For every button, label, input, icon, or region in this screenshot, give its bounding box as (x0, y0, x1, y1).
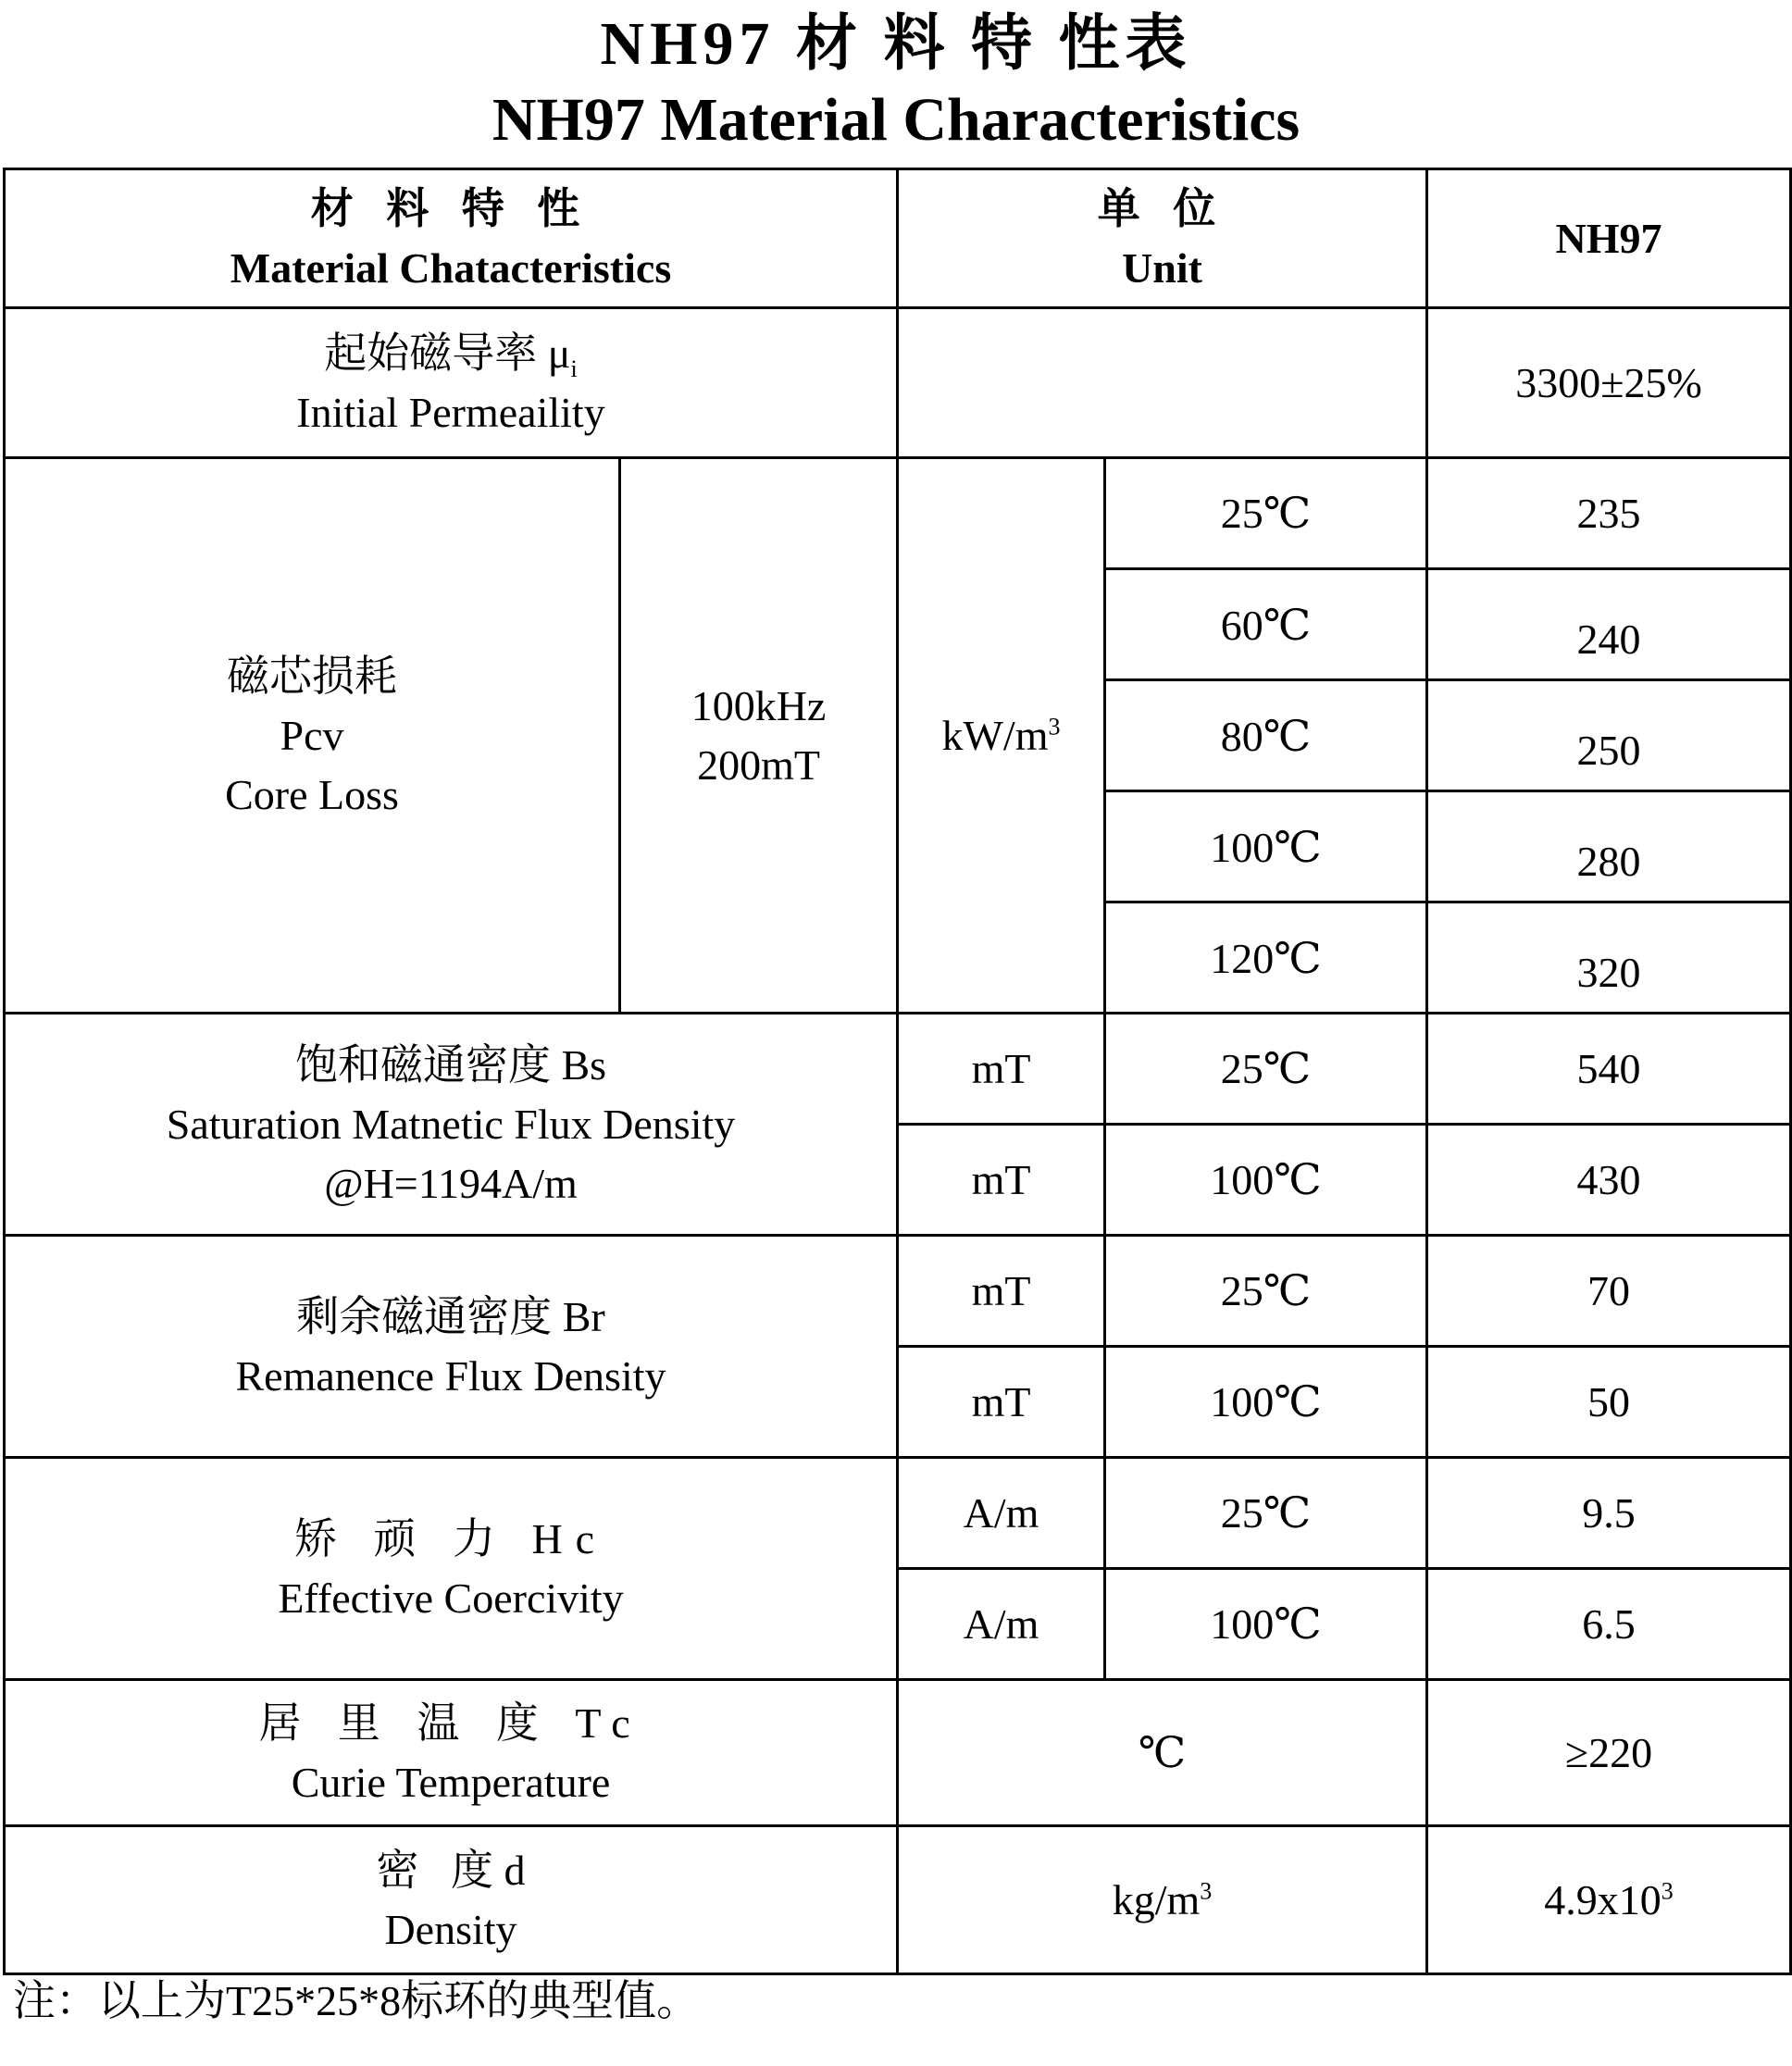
table-row-curie (5, 1680, 1791, 1826)
core-loss-unit-sup: 3 (1048, 713, 1061, 741)
core-loss-temp: 100℃ (1105, 791, 1427, 902)
curie-name-cn: 居 里 温 度 Tc (258, 1699, 643, 1747)
core-loss-temp: 120℃ (1105, 902, 1427, 1014)
header-characteristics-cn: 材 料 特 性 (310, 184, 591, 232)
page-title-cn: NH97 材 料 特 性表 (600, 10, 1192, 78)
remanence-temp: 100℃ (1105, 1347, 1427, 1458)
table-row-saturation-1 (5, 1014, 1791, 1125)
header-unit-en: Unit (1122, 243, 1202, 292)
saturation-name-en: Saturation Matnetic Flux Density (166, 1100, 736, 1148)
permeability-name-cn: 起始磁导率 μ (324, 329, 571, 377)
coercivity-value: 9.5 (1427, 1458, 1791, 1569)
remanence-name (5, 1236, 898, 1458)
core-loss-value: 280 (1427, 791, 1791, 902)
coercivity-name-cn: 矫 顽 力 Hc (293, 1514, 608, 1562)
remanence-name-en: Remanence Flux Density (235, 1351, 666, 1400)
density-unit-text: kg/m (1112, 1875, 1201, 1923)
coercivity-temp: 100℃ (1105, 1569, 1427, 1680)
remanence-value: 50 (1427, 1347, 1791, 1458)
density-unit-sup: 3 (1200, 1877, 1213, 1905)
remanence-unit: mT (898, 1236, 1105, 1347)
table-row-remanence-1 (5, 1236, 1791, 1347)
core-loss-condition-flux: 200mT (697, 741, 820, 789)
saturation-condition: @H=1194A/m (324, 1159, 578, 1207)
header-unit (898, 169, 1427, 308)
coercivity-name-en: Effective Coercivity (278, 1574, 624, 1622)
saturation-name-cn: 饱和磁通密度 Bs (294, 1040, 607, 1089)
table-row-density (5, 1826, 1791, 1974)
core-loss-condition (620, 458, 898, 1014)
permeability-name-cn-line (6, 324, 896, 383)
coercivity-temp: 25℃ (1105, 1458, 1427, 1569)
core-loss-value: 235 (1427, 458, 1791, 569)
page-title-en: NH97 Material Characteristics (492, 86, 1300, 154)
core-loss-temp: 80℃ (1105, 680, 1427, 791)
header-material: NH97 (1427, 169, 1791, 308)
density-name-cn: 密 度 d (376, 1846, 526, 1894)
core-loss-unit-text: kW/m (941, 711, 1049, 759)
permeability-name-en: Initial Permeaility (296, 388, 605, 436)
core-loss-condition-freq: 100kHz (691, 681, 827, 729)
core-loss-value: 250 (1427, 680, 1791, 791)
core-loss-unit (898, 458, 1105, 1014)
footnote: 注：以上为T25*25*8标环的典型值。 (13, 1977, 700, 2024)
saturation-unit: mT (898, 1014, 1105, 1125)
saturation-value: 540 (1427, 1014, 1791, 1125)
core-loss-value: 240 (1427, 569, 1791, 680)
core-loss-name-symbol: Pcv (280, 711, 344, 759)
remanence-name-cn: 剩余磁通密度 Br (296, 1292, 605, 1340)
table-row-coercivity-1 (5, 1458, 1791, 1569)
table-row-permeability (5, 308, 1791, 458)
curie-unit: ℃ (898, 1680, 1427, 1826)
table-row-core-loss-1 (5, 458, 1791, 569)
curie-value: ≥220 (1427, 1680, 1791, 1826)
header-unit-cn: 单 位 (1097, 184, 1227, 232)
permeability-name-sub: i (570, 355, 578, 382)
core-loss-name-cn: 磁芯损耗 (227, 652, 397, 700)
material-characteristics-table (3, 168, 1792, 1975)
density-value (1427, 1826, 1791, 1974)
permeability-value: 3300±25% (1427, 308, 1791, 458)
core-loss-name-en: Core Loss (225, 770, 399, 818)
core-loss-temp: 60℃ (1105, 569, 1427, 680)
saturation-unit: mT (898, 1125, 1105, 1236)
coercivity-unit: A/m (898, 1569, 1105, 1680)
coercivity-value: 6.5 (1427, 1569, 1791, 1680)
coercivity-name (5, 1458, 898, 1680)
permeability-name (5, 308, 898, 458)
curie-name (5, 1680, 898, 1826)
core-loss-value: 320 (1427, 902, 1791, 1014)
table-header-row (5, 169, 1791, 308)
density-name (5, 1826, 898, 1974)
header-characteristics-en: Material Chatacteristics (230, 243, 672, 292)
saturation-value: 430 (1427, 1125, 1791, 1236)
remanence-temp: 25℃ (1105, 1236, 1427, 1347)
remanence-unit: mT (898, 1347, 1105, 1458)
density-unit (898, 1826, 1427, 1974)
coercivity-unit: A/m (898, 1458, 1105, 1569)
permeability-unit (898, 308, 1427, 458)
density-value-sup: 3 (1661, 1877, 1674, 1905)
saturation-temp: 100℃ (1105, 1125, 1427, 1236)
core-loss-temp: 25℃ (1105, 458, 1427, 569)
core-loss-name (5, 458, 620, 1014)
density-value-text: 4.9x10 (1544, 1875, 1661, 1923)
curie-name-en: Curie Temperature (291, 1758, 611, 1806)
saturation-name (5, 1014, 898, 1236)
header-characteristics (5, 169, 898, 308)
density-name-en: Density (384, 1905, 517, 1953)
saturation-temp: 25℃ (1105, 1014, 1427, 1125)
remanence-value: 70 (1427, 1236, 1791, 1347)
